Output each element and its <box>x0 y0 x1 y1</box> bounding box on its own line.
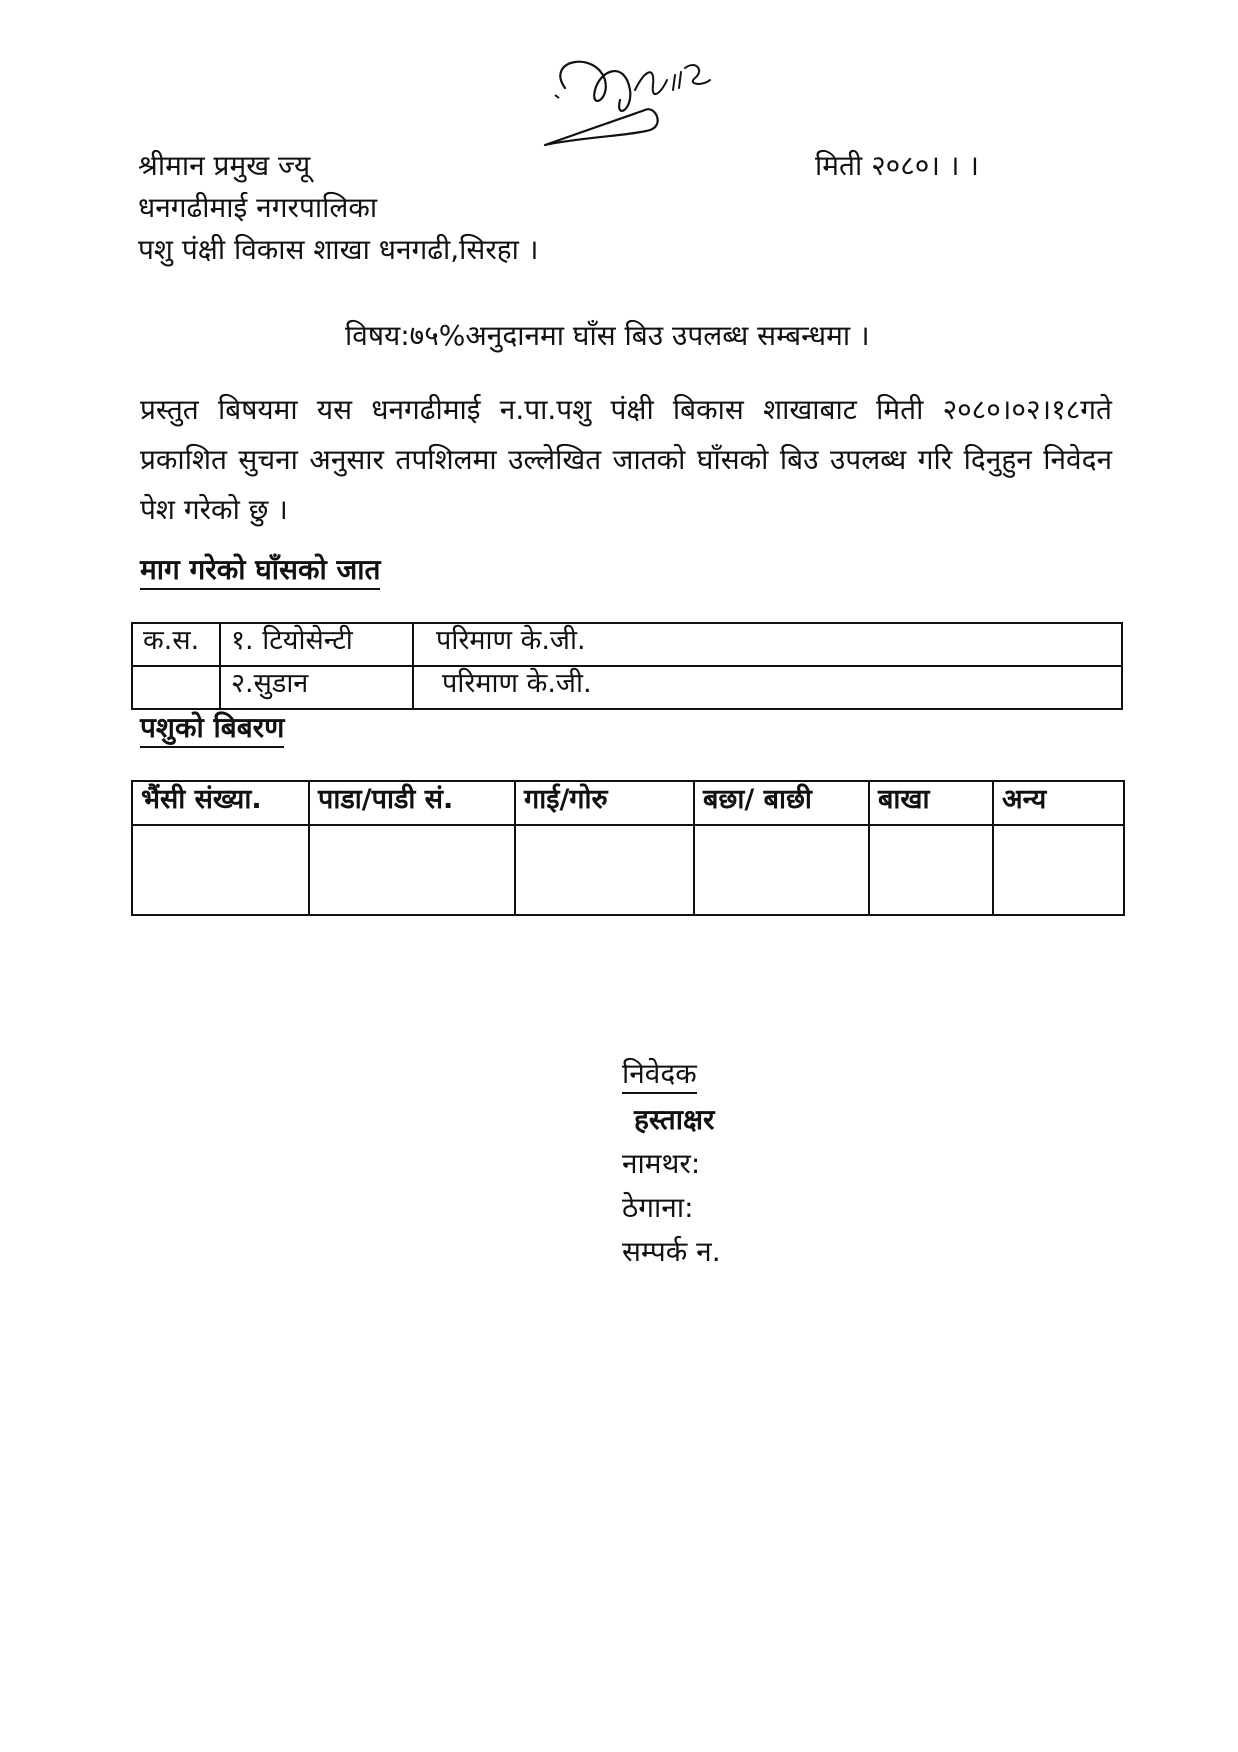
contact-label: सम्पर्क न. <box>622 1235 721 1268</box>
table-row <box>132 623 1122 666</box>
animal-details-table <box>131 780 1125 916</box>
quantity-cell: परिमाण के.जी. <box>413 666 1122 709</box>
recipient-line-2: धनगढीमाई नगरपालिका <box>138 191 378 224</box>
variety-cell: २.सुडान <box>220 666 413 709</box>
table-row <box>132 666 1122 709</box>
animal-section-heading: पशुको बिबरण <box>140 710 284 748</box>
serial-cell <box>132 666 220 709</box>
calf-count-cell <box>309 825 515 915</box>
signature-label: हस्ताक्षर <box>634 1103 715 1136</box>
table-row <box>132 825 1124 915</box>
cow-count-cell <box>515 825 694 915</box>
column-header-other: अन्य <box>993 781 1124 825</box>
serial-header-cell: क.स. <box>132 623 220 666</box>
recipient-line-3: पशु पंक्षी विकास शाखा धनगढी,सिरहा । <box>138 233 539 266</box>
young-cattle-count-cell <box>694 825 869 915</box>
address-label: ठेगाना: <box>622 1191 694 1224</box>
column-header-calf: पाडा/पाडी सं. <box>309 781 515 825</box>
column-header-young-cattle: बछा/ बाछी <box>694 781 869 825</box>
letter-body: प्रस्तुत बिषयमा यस धनगढीमाई न.पा.पशु पंक्षी बिकास शाखाबाट मिती २०८०।०२।१८गते प्रकाशित सुचना अनुसार तपशिलमा उल्लेखित जातको घाँसको बिउ उपलब्ध गरि दिनुहुन निवेदन पेश गरेको छु । <box>140 393 1112 526</box>
letter-subject: विषय:७५%अनुदानमा घाँस बिउ उपलब्ध सम्बन्धमा । <box>345 319 870 352</box>
applicant-title: निवेदक <box>622 1056 697 1094</box>
quantity-cell: परिमाण के.जी. <box>413 623 1122 666</box>
recipient-line-1: श्रीमान प्रमुख ज्यू <box>138 149 311 182</box>
variety-cell: १. टियोसेन्टी <box>220 623 413 666</box>
grass-section-heading: माग गरेको घाँसको जात <box>140 552 380 590</box>
column-header-goat: बाखा <box>869 781 993 825</box>
grass-variety-table <box>131 622 1123 710</box>
other-count-cell <box>993 825 1124 915</box>
column-header-buffalo: भैंसी संख्या. <box>132 781 309 825</box>
goat-count-cell <box>869 825 993 915</box>
handwritten-signature <box>535 50 745 160</box>
buffalo-count-cell <box>132 825 309 915</box>
letter-date: मिती २०८०। । । <box>815 149 979 182</box>
table-header-row <box>132 781 1124 825</box>
column-header-cow: गाई/गोरु <box>515 781 694 825</box>
applicant-block <box>622 1052 721 1274</box>
name-label: नामथर: <box>622 1147 701 1180</box>
